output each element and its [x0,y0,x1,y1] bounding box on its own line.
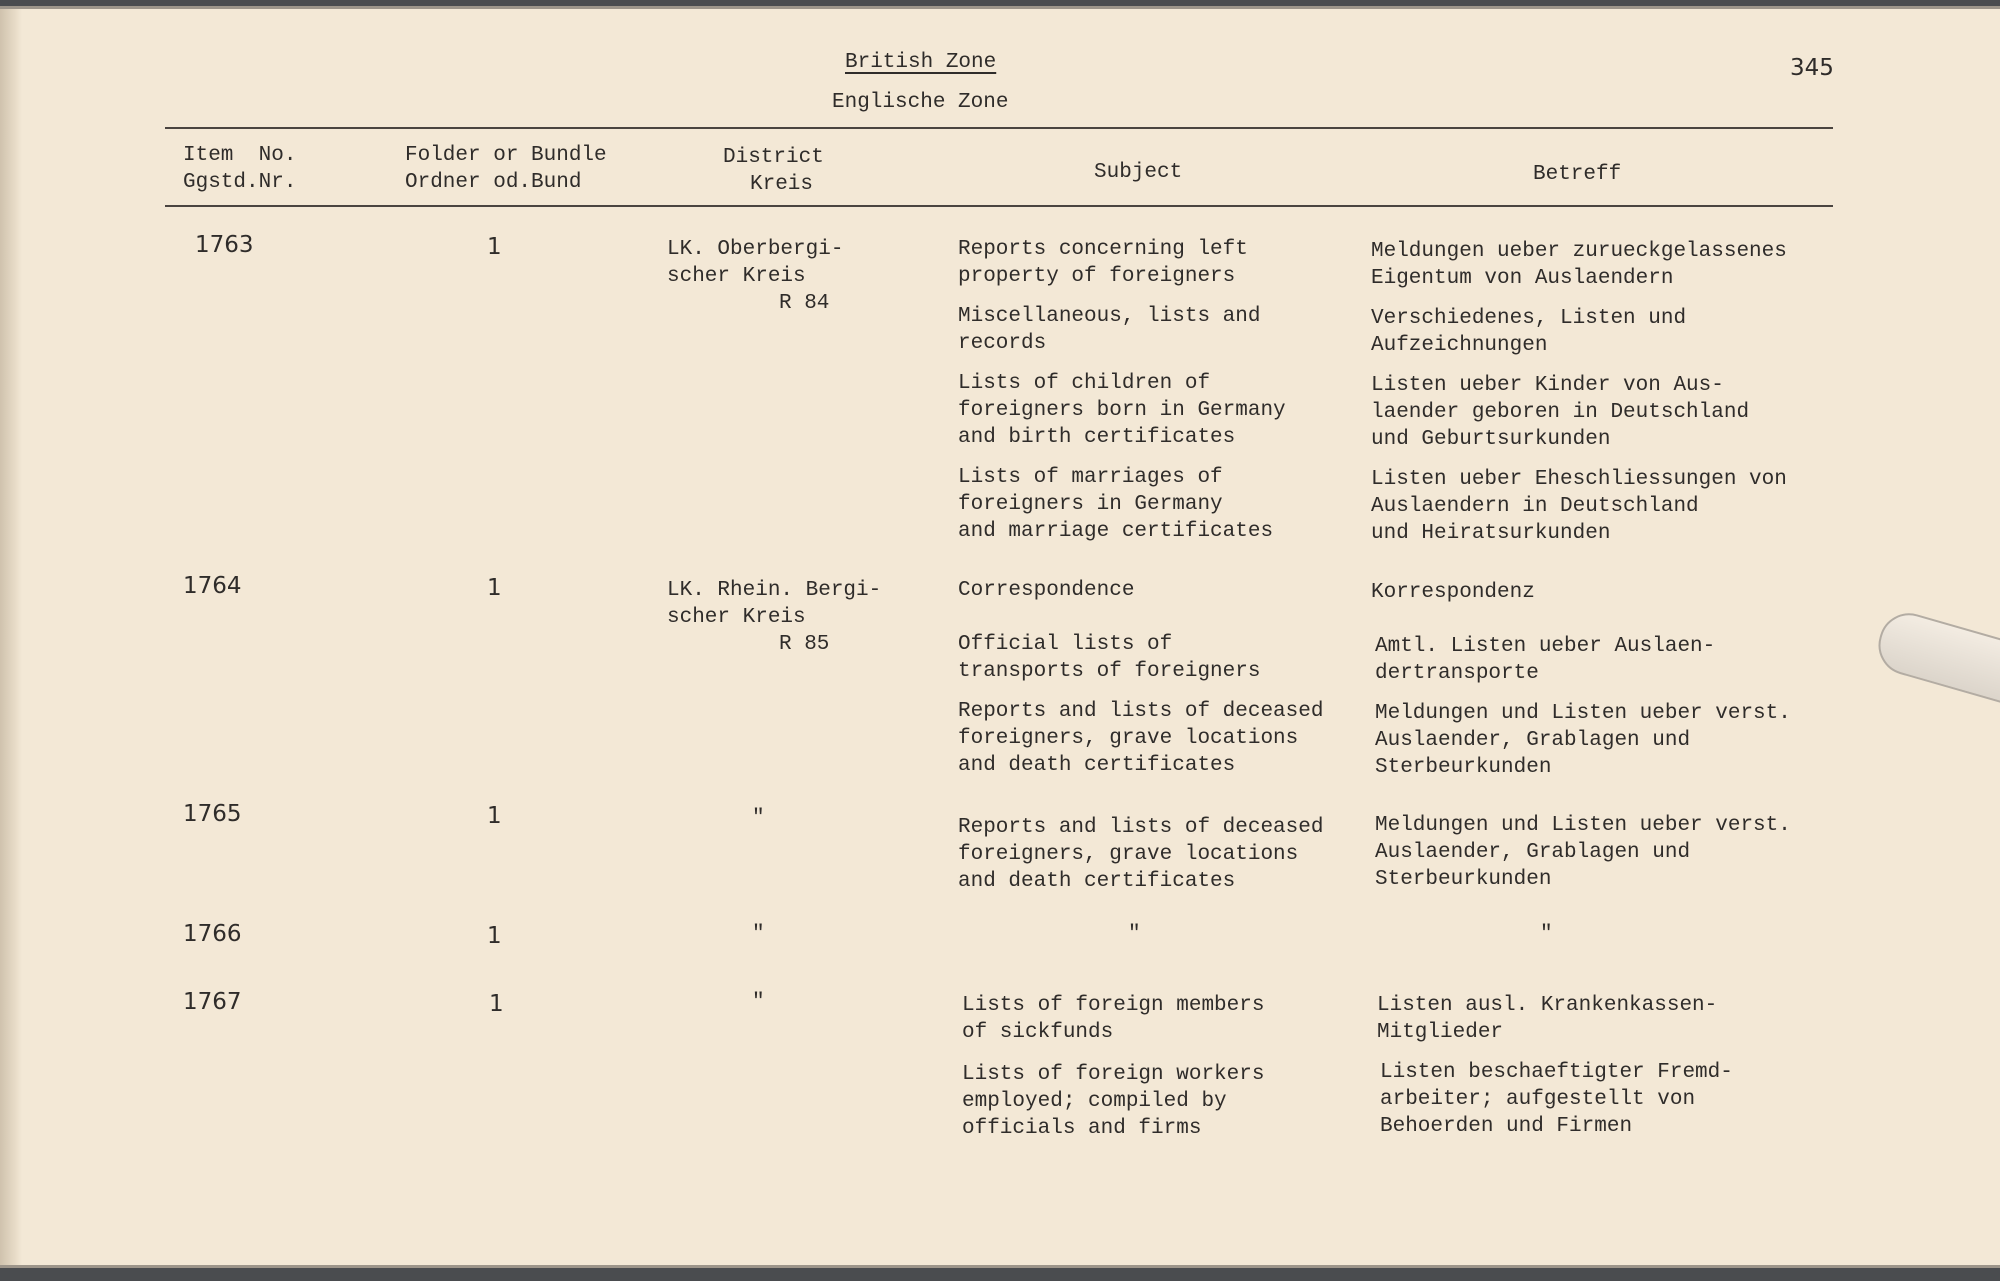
subject-line: Lists of foreign workers [962,1063,1265,1086]
betreff-line: Sterbeurkunden [1375,868,1552,891]
betreff-line: Mitglieder [1377,1021,1504,1044]
betreff-line: dertransporte [1375,662,1539,685]
subject-line: Official lists of [958,633,1173,656]
subject-line: officials and firms [962,1117,1202,1140]
item-number: 1765 [183,801,242,827]
betreff-line: Sterbeurkunden [1375,756,1552,779]
betreff-line: Listen ueber Eheschliessungen von [1371,468,1787,491]
item-number: 1766 [183,921,242,947]
betreff-line: arbeiter; aufgestellt von [1380,1088,1696,1111]
betreff-line: Verschiedenes, Listen und [1371,307,1687,330]
subject-line: foreigners, grave locations [958,843,1299,866]
folder-number: 1 [487,803,502,829]
col-header-betreff: Betreff [1533,163,1622,186]
betreff-line: Meldungen und Listen ueber verst. [1375,702,1791,725]
subject-line: and marriage certificates [958,520,1274,543]
betreff-line: Listen beschaeftigter Fremd- [1380,1061,1733,1084]
subject-line: Correspondence [958,579,1135,602]
zone-subtitle: Englische Zone [832,91,1009,114]
betreff-line: Aufzeichnungen [1371,334,1548,357]
betreff-line: Auslaender, Grablagen und [1375,841,1691,864]
col-header-folder-line2: Ordner od.Bund [405,171,582,194]
subject-line: and death certificates [958,870,1236,893]
subject-line: Reports and lists of deceased [958,816,1324,839]
col-header-subject: Subject [1094,161,1183,184]
col-header-item-line2: Ggstd.Nr. [183,171,297,194]
subject-line: Miscellaneous, lists and [958,305,1261,328]
district-ditto: " [752,923,765,946]
subject-line: transports of foreigners [958,660,1261,683]
col-header-folder-line1: Folder or Bundle [405,144,607,167]
subject-line: property of foreigners [958,265,1236,288]
betreff-line: Listen ueber Kinder von Aus- [1371,374,1724,397]
subject-line: and death certificates [958,754,1236,777]
betreff-line: Listen ausl. Krankenkassen- [1377,994,1718,1017]
header-top-rule [165,127,1833,129]
betreff-line: Auslaendern in Deutschland [1371,495,1699,518]
subject-line: of sickfunds [962,1021,1114,1044]
col-header-district-line2: Kreis [750,173,814,196]
page-clip [1871,606,2000,711]
betreff-line: Meldungen ueber zurueckgelassenes [1371,240,1787,263]
folder-number: 1 [487,234,502,260]
folder-number: 1 [487,923,502,949]
page-binding-edge [0,9,22,1265]
betreff-line: und Geburtsurkunden [1371,428,1611,451]
district-ditto: " [752,991,765,1014]
district-line: scher Kreis [667,265,806,288]
district-reference: R 85 [779,633,830,656]
item-number: 1767 [183,989,242,1015]
subject-line: Lists of marriages of [958,466,1223,489]
subject-line: Reports and lists of deceased [958,700,1324,723]
district-ditto: " [752,807,765,830]
item-number: 1764 [183,573,242,599]
document-page [0,6,2000,1268]
subject-line: Reports concerning left [958,238,1248,261]
subject-line: and birth certificates [958,426,1236,449]
col-header-district-line1: District [723,146,824,169]
folder-number: 1 [489,991,504,1017]
betreff-ditto: " [1540,923,1553,946]
header-bottom-rule [165,205,1833,207]
betreff-line: laender geboren in Deutschland [1371,401,1750,424]
subject-line: foreigners in Germany [958,493,1223,516]
betreff-line: Behoerden und Firmen [1380,1115,1633,1138]
subject-line: foreigners born in Germany [958,399,1286,422]
betreff-line: Eigentum von Auslaendern [1371,267,1674,290]
page-number: 345 [1790,55,1834,81]
subject-line: employed; compiled by [962,1090,1227,1113]
betreff-line: und Heiratsurkunden [1371,522,1611,545]
folder-number: 1 [487,575,502,601]
betreff-line: Meldungen und Listen ueber verst. [1375,814,1791,837]
subject-line: records [958,332,1047,355]
betreff-line: Auslaender, Grablagen und [1375,729,1691,752]
betreff-line: Amtl. Listen ueber Auslaen- [1375,635,1716,658]
subject-line: Lists of children of [958,372,1211,395]
subject-line: Lists of foreign members [962,994,1265,1017]
col-header-item-line1: Item No. [183,144,297,167]
district-line: scher Kreis [667,606,806,629]
item-number: 1763 [195,232,254,258]
zone-title: British Zone [845,51,997,74]
district-line: LK. Rhein. Bergi- [667,579,882,602]
betreff-line: Korrespondenz [1371,581,1535,604]
district-reference: R 84 [779,292,830,315]
district-line: LK. Oberbergi- [667,238,844,261]
subject-ditto: " [1128,923,1141,946]
subject-line: foreigners, grave locations [958,727,1299,750]
